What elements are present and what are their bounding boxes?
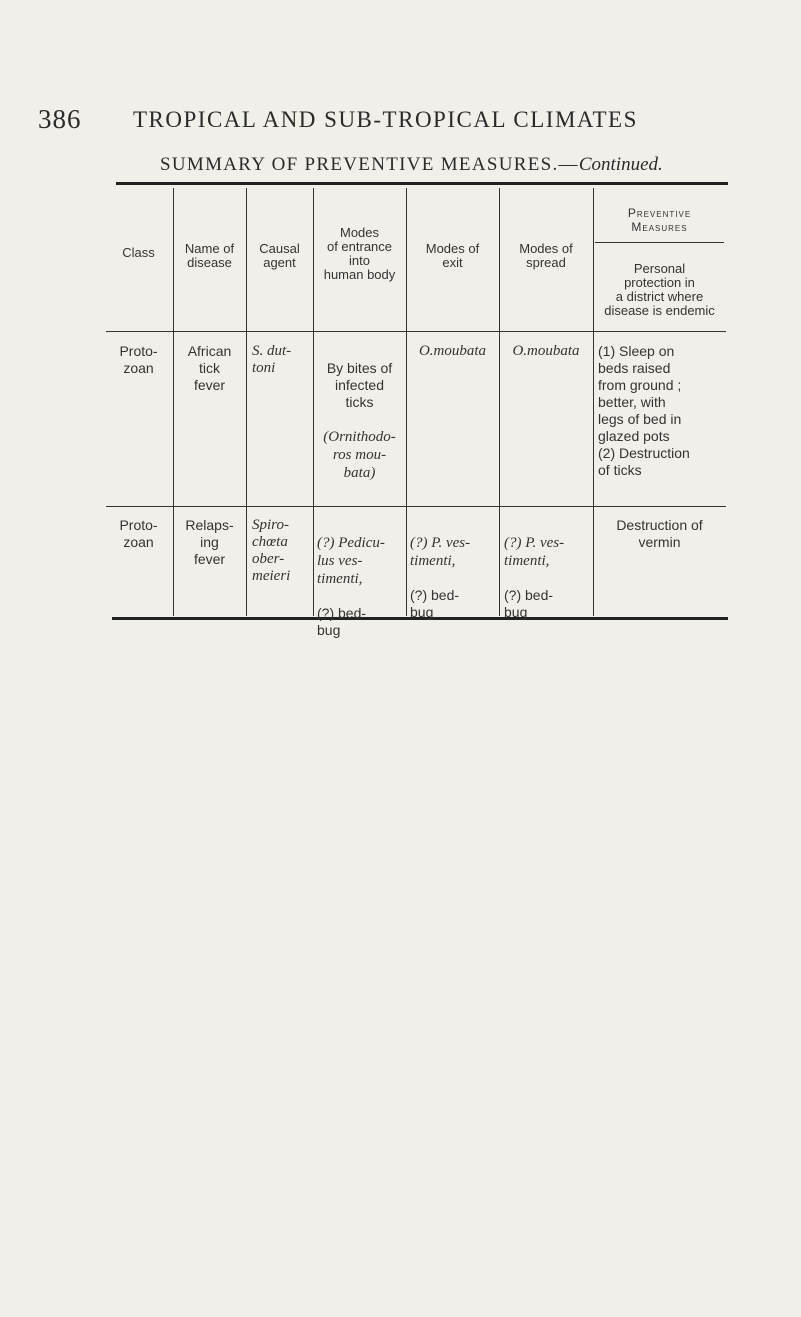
row2-exit-bedbug: (?) bed- bug bbox=[410, 587, 460, 620]
summary-table bbox=[104, 182, 724, 638]
col-header-modes-of-spread: Modes of spread bbox=[519, 241, 573, 270]
col-header-modes-of-exit: Modes of exit bbox=[425, 241, 480, 270]
row1-entrance bbox=[313, 343, 406, 482]
col-header-preventive-measures: Preventive Measures bbox=[627, 206, 692, 234]
row1-entrance-vector: (Ornithodo- ros mou- bata) bbox=[323, 429, 396, 481]
row1-class: Proto- zoan bbox=[119, 343, 158, 376]
row-separator bbox=[106, 506, 726, 507]
col-header-class: Class bbox=[122, 245, 155, 260]
row1-agent: S. dut- toni bbox=[252, 343, 292, 376]
column-divider bbox=[593, 188, 594, 616]
row2-spread bbox=[504, 517, 590, 621]
table-top-rule bbox=[116, 182, 728, 185]
preventive-subheader-rule bbox=[595, 242, 724, 243]
row2-class: Proto- zoan bbox=[119, 517, 158, 550]
page-header bbox=[38, 104, 778, 138]
row1-measures: (1) Sleep on beds raised from ground ; better, with legs of bed in glazed pots (2) Destruction of ticks bbox=[598, 343, 690, 478]
running-title: TROPICAL AND SUB-TROPICAL CLIMATES bbox=[133, 107, 638, 132]
table-title-continued: Continued. bbox=[578, 154, 663, 175]
row2-exit-lice: (?) P. ves- timenti, bbox=[410, 535, 471, 569]
table-title-main: SUMMARY OF PREVENTIVE MEASURES.— bbox=[160, 154, 579, 175]
row1-exit: O.moubata bbox=[418, 343, 487, 359]
row2-measures: Destruction of vermin bbox=[616, 517, 703, 550]
row1-entrance-plain: By bites of infected ticks bbox=[326, 360, 393, 410]
row2-spread-lice: (?) P. ves- timenti, bbox=[504, 535, 565, 569]
row2-exit bbox=[410, 517, 496, 621]
row2-spread-bedbug: (?) bed- bug bbox=[504, 587, 554, 620]
page-number: 386 bbox=[38, 104, 82, 134]
col-header-causal-agent: Causal agent bbox=[259, 241, 300, 270]
row2-entrance-bedbug: (?) bed- bug bbox=[317, 605, 367, 638]
row1-spread: O.moubata bbox=[512, 343, 580, 359]
row2-disease: Relaps- ing fever bbox=[185, 517, 234, 567]
col-header-personal-protection: Personal protection in a district where disease is endemic bbox=[604, 261, 715, 318]
row2-entrance-lice: (?) Pedicu- lus ves- timenti, bbox=[317, 535, 385, 587]
table-title bbox=[160, 154, 663, 176]
col-header-modes-of-entrance: Modes of entrance into human body bbox=[323, 225, 396, 282]
header-separator bbox=[106, 331, 726, 332]
col-header-name-of-disease: Name of disease bbox=[184, 241, 235, 270]
row2-agent: Spiro- chœta ober- meieri bbox=[252, 517, 291, 584]
row2-entrance bbox=[317, 517, 403, 639]
row1-disease: African tick fever bbox=[187, 343, 232, 393]
